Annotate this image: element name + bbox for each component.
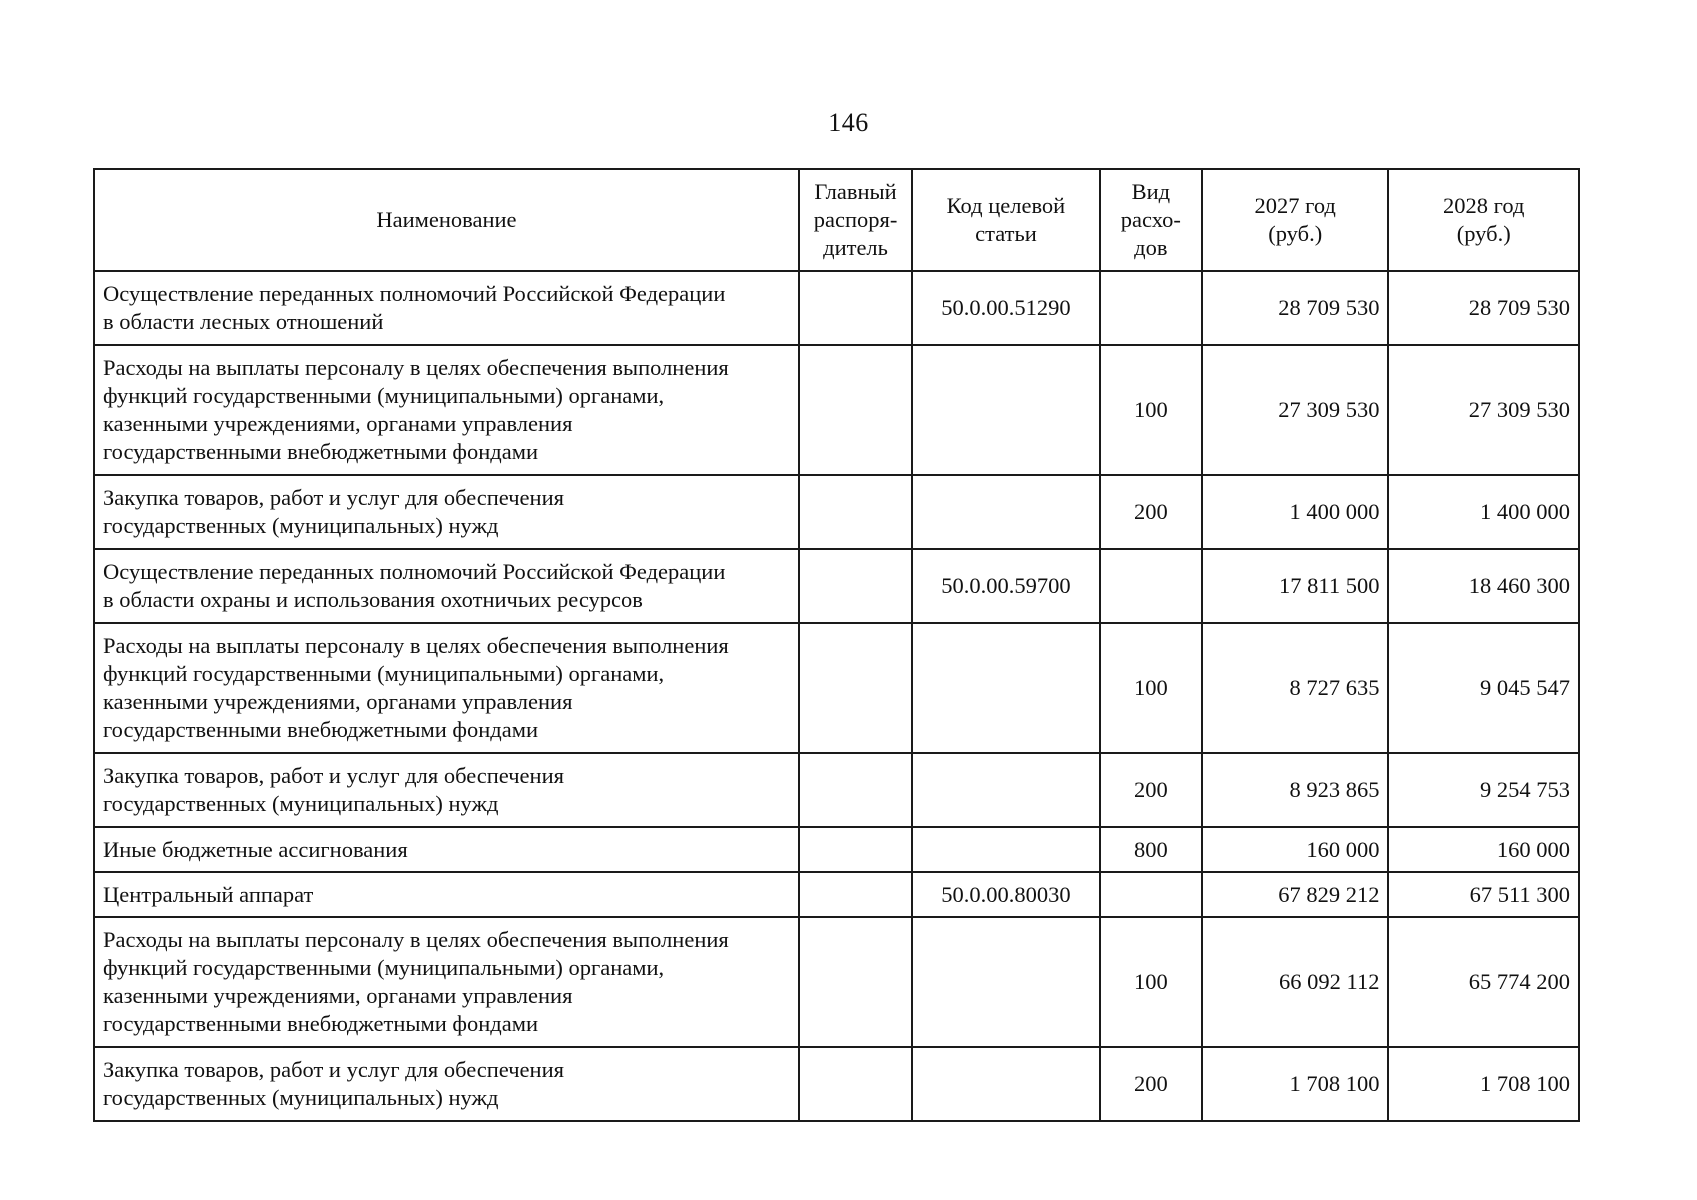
row-name-line: в области охраны и использования охотничьих ресурсов bbox=[103, 587, 643, 612]
row-kod bbox=[912, 475, 1100, 549]
row-glavny bbox=[799, 753, 912, 827]
row-name-line: казенными учреждениями, органами управления bbox=[103, 411, 573, 436]
row-name bbox=[94, 917, 799, 1047]
row-name-line: казенными учреждениями, органами управления bbox=[103, 689, 573, 714]
row-vid bbox=[1100, 271, 1202, 345]
table-row bbox=[94, 917, 1579, 1047]
row-vid: 200 bbox=[1100, 475, 1202, 549]
row-2027: 27 309 530 bbox=[1202, 345, 1389, 475]
row-glavny bbox=[799, 827, 912, 872]
header-kod bbox=[912, 169, 1100, 271]
row-name-line: государственными внебюджетными фондами bbox=[103, 717, 539, 742]
row-2027: 1 708 100 bbox=[1202, 1047, 1389, 1121]
table-row bbox=[94, 345, 1579, 475]
table-row bbox=[94, 623, 1579, 753]
row-2028: 160 000 bbox=[1388, 827, 1579, 872]
header-2028 bbox=[1388, 169, 1579, 271]
row-2027: 17 811 500 bbox=[1202, 549, 1389, 623]
header-glavny-line: дитель bbox=[823, 235, 888, 260]
row-2028: 27 309 530 bbox=[1388, 345, 1579, 475]
row-kod: 50.0.00.80030 bbox=[912, 872, 1100, 917]
row-name-line: Центральный аппарат bbox=[103, 881, 314, 907]
row-name bbox=[94, 1047, 799, 1121]
table-header-row bbox=[94, 169, 1579, 271]
row-name bbox=[94, 827, 799, 872]
table-row bbox=[94, 549, 1579, 623]
row-vid: 100 bbox=[1100, 623, 1202, 753]
row-glavny bbox=[799, 475, 912, 549]
row-2027: 1 400 000 bbox=[1202, 475, 1389, 549]
header-glavny-line: распоря- bbox=[813, 207, 898, 232]
row-name-line: государственных (муниципальных) нужд bbox=[103, 791, 499, 816]
row-2028: 67 511 300 bbox=[1388, 872, 1579, 917]
row-name bbox=[94, 549, 799, 623]
row-2028: 9 045 547 bbox=[1388, 623, 1579, 753]
header-2027-line: (руб.) bbox=[1268, 221, 1323, 246]
row-name-line: казенными учреждениями, органами управления bbox=[103, 983, 573, 1008]
row-glavny bbox=[799, 271, 912, 345]
row-glavny bbox=[799, 917, 912, 1047]
row-kod: 50.0.00.59700 bbox=[912, 549, 1100, 623]
row-kod bbox=[912, 753, 1100, 827]
row-2027: 66 092 112 bbox=[1202, 917, 1389, 1047]
row-2028: 28 709 530 bbox=[1388, 271, 1579, 345]
row-name-line: Расходы на выплаты персоналу в целях обеспечения выполнения bbox=[103, 633, 729, 658]
row-2028: 1 400 000 bbox=[1388, 475, 1579, 549]
row-name-line: Закупка товаров, работ и услуг для обеспечения bbox=[103, 485, 564, 510]
table-row bbox=[94, 271, 1579, 345]
header-vid-line: дов bbox=[1134, 235, 1168, 260]
header-glavny bbox=[799, 169, 912, 271]
row-name-line: Иные бюджетные ассигнования bbox=[103, 836, 408, 862]
row-vid: 100 bbox=[1100, 917, 1202, 1047]
row-name-line: Закупка товаров, работ и услуг для обеспечения bbox=[103, 763, 564, 788]
row-vid: 800 bbox=[1100, 827, 1202, 872]
row-name-line: государственных (муниципальных) нужд bbox=[103, 1085, 499, 1110]
row-name-line: государственными внебюджетными фондами bbox=[103, 1011, 539, 1036]
row-2027: 8 727 635 bbox=[1202, 623, 1389, 753]
table-row bbox=[94, 475, 1579, 549]
row-name bbox=[94, 475, 799, 549]
row-name-line: Осуществление переданных полномочий Российской Федерации bbox=[103, 559, 726, 584]
header-glavny-line: Главный bbox=[814, 179, 897, 204]
row-name-line: функций государственными (муниципальными) органами, bbox=[103, 955, 665, 980]
row-vid: 200 bbox=[1100, 753, 1202, 827]
row-name-line: государственными внебюджетными фондами bbox=[103, 439, 539, 464]
row-kod bbox=[912, 1047, 1100, 1121]
table-row bbox=[94, 872, 1579, 917]
row-2027: 160 000 bbox=[1202, 827, 1389, 872]
row-kod: 50.0.00.51290 bbox=[912, 271, 1100, 345]
row-2027: 8 923 865 bbox=[1202, 753, 1389, 827]
row-vid bbox=[1100, 549, 1202, 623]
row-name-line: функций государственными (муниципальными) органами, bbox=[103, 383, 665, 408]
row-kod bbox=[912, 917, 1100, 1047]
row-2027: 67 829 212 bbox=[1202, 872, 1389, 917]
header-vid bbox=[1100, 169, 1202, 271]
header-2027-line: 2027 год bbox=[1254, 193, 1336, 218]
page-number: 146 bbox=[828, 108, 869, 137]
row-name bbox=[94, 271, 799, 345]
row-glavny bbox=[799, 345, 912, 475]
row-glavny bbox=[799, 549, 912, 623]
row-kod bbox=[912, 345, 1100, 475]
row-name bbox=[94, 872, 799, 917]
row-glavny bbox=[799, 623, 912, 753]
table-row bbox=[94, 1047, 1579, 1121]
row-name-line: функций государственными (муниципальными) органами, bbox=[103, 661, 665, 686]
header-2028-line: (руб.) bbox=[1456, 221, 1511, 246]
header-kod-line: статьи bbox=[975, 221, 1037, 246]
row-name-line: Осуществление переданных полномочий Российской Федерации bbox=[103, 281, 726, 306]
row-2027: 28 709 530 bbox=[1202, 271, 1389, 345]
row-2028: 1 708 100 bbox=[1388, 1047, 1579, 1121]
row-vid bbox=[1100, 872, 1202, 917]
row-2028: 9 254 753 bbox=[1388, 753, 1579, 827]
table-row bbox=[94, 753, 1579, 827]
row-kod bbox=[912, 827, 1100, 872]
table-row bbox=[94, 827, 1579, 872]
row-name bbox=[94, 753, 799, 827]
budget-table bbox=[93, 168, 1580, 1122]
row-name-line: Расходы на выплаты персоналу в целях обеспечения выполнения bbox=[103, 927, 729, 952]
row-name bbox=[94, 623, 799, 753]
row-2028: 65 774 200 bbox=[1388, 917, 1579, 1047]
row-glavny bbox=[799, 872, 912, 917]
header-vid-line: Вид bbox=[1131, 179, 1171, 204]
row-name-line: государственных (муниципальных) нужд bbox=[103, 513, 499, 538]
row-glavny bbox=[799, 1047, 912, 1121]
row-2028: 18 460 300 bbox=[1388, 549, 1579, 623]
header-kod-line: Код целевой bbox=[946, 193, 1066, 218]
header-2028-line: 2028 год bbox=[1443, 193, 1525, 218]
row-name bbox=[94, 345, 799, 475]
row-name-line: в области лесных отношений bbox=[103, 309, 384, 334]
header-name: Наименование bbox=[94, 169, 799, 271]
row-vid: 100 bbox=[1100, 345, 1202, 475]
header-vid-line: расхо- bbox=[1120, 207, 1181, 232]
row-vid: 200 bbox=[1100, 1047, 1202, 1121]
row-name-line: Расходы на выплаты персоналу в целях обеспечения выполнения bbox=[103, 355, 729, 380]
header-2027 bbox=[1202, 169, 1389, 271]
row-name-line: Закупка товаров, работ и услуг для обеспечения bbox=[103, 1057, 564, 1082]
row-kod bbox=[912, 623, 1100, 753]
